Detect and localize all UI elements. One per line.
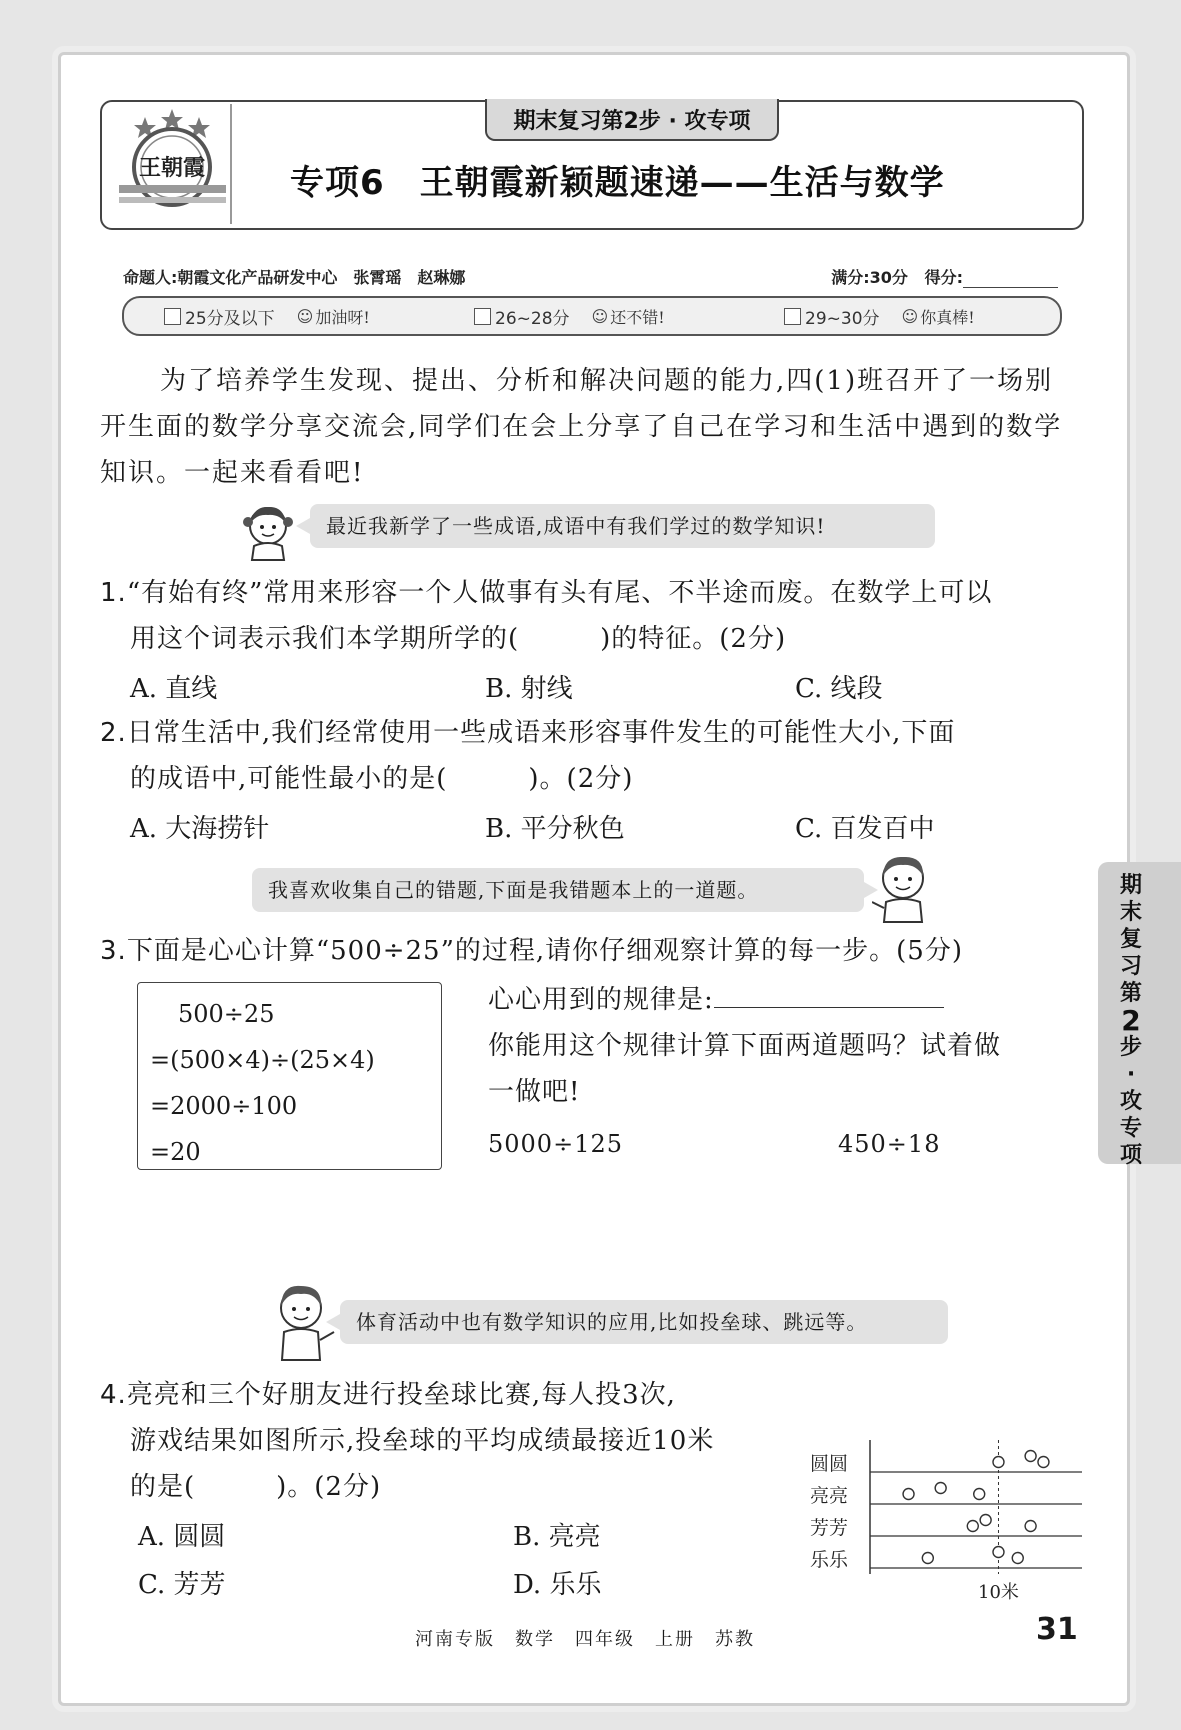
data-point	[980, 1515, 991, 1526]
rule-label: 心心用到的规律是:	[488, 985, 714, 1015]
option-c[interactable]: C. 百发百中	[795, 814, 935, 844]
rating-item	[124, 304, 434, 329]
option-a[interactable]: A. 圆圆	[138, 1522, 226, 1552]
question-3	[100, 928, 1085, 974]
reference-label: 10米	[978, 1582, 1019, 1603]
option-b[interactable]: B. 亮亮	[513, 1522, 601, 1552]
data-point	[1038, 1457, 1049, 1468]
boy-avatar-icon	[872, 852, 934, 924]
data-point	[1025, 1521, 1036, 1532]
rating-range: 26~28分	[495, 308, 570, 329]
category-label: 亮亮	[810, 1485, 849, 1507]
calc-line: =2000÷100	[150, 1092, 298, 1120]
option-a[interactable]: A. 大海捞针	[130, 814, 270, 844]
question-2-line2: 的成语中,可能性最小的是( )。(2分)	[130, 764, 634, 794]
face-icon: ☺	[296, 306, 314, 326]
exercise-1[interactable]: 5000÷125	[488, 1130, 623, 1158]
rule-answer-field[interactable]	[714, 987, 944, 1008]
intro-paragraph: 为了培养学生发现、提出、分析和解决问题的能力,四(1)班召开了一场别开生面的数学分享交流会,同学们在会上分享了自己在学习和生活中遇到的数学知识。一起来看看吧!	[100, 366, 1063, 488]
question-4-line2: 游戏结果如图所示,投垒球的平均成绩最接近10米	[130, 1426, 715, 1456]
score-area	[831, 265, 1058, 288]
step-tab: 期末复习第2步 · 攻专项	[485, 99, 779, 141]
speech-bubble-1: 最近我新学了一些成语,成语中有我们学过的数学知识!	[310, 504, 935, 548]
girl-avatar-icon	[240, 502, 296, 562]
rating-checkbox[interactable]	[164, 308, 181, 325]
data-point	[974, 1489, 985, 1500]
option-d[interactable]: D. 乐乐	[513, 1570, 602, 1600]
question-text: “有始有终”常用来形容一个人做事有头有尾、不半途而废。在数学上可以	[126, 578, 993, 608]
category-label: 圆圆	[810, 1453, 849, 1475]
option-b[interactable]: B. 平分秋色	[485, 814, 625, 844]
side-tab-label: 期 末 复 习 第 2 步 · 攻 专 项	[1119, 873, 1142, 1168]
calc-line: =20	[150, 1138, 201, 1166]
page-number: 31	[1036, 1612, 1078, 1647]
rule-prompt	[488, 977, 944, 1023]
score-label: 得分:	[924, 268, 963, 287]
data-point	[993, 1457, 1004, 1468]
question-1-line2: 用这个词表示我们本学期所学的( )的特征。(2分)	[130, 624, 787, 654]
rating-item	[744, 304, 1054, 329]
face-icon: ☺	[591, 306, 609, 326]
data-point	[967, 1521, 978, 1532]
rating-checkbox[interactable]	[784, 308, 801, 325]
face-icon: ☺	[901, 306, 919, 326]
score-field[interactable]	[963, 271, 1058, 288]
rating-range: 25分及以下	[185, 308, 275, 329]
data-point	[1025, 1451, 1036, 1462]
calc-line: 500÷25	[178, 1000, 275, 1028]
question-number: 2.	[100, 718, 127, 748]
q3-prompt-line1: 你能用这个规律计算下面两道题吗？试着做	[488, 1031, 1002, 1061]
logo-divider	[230, 104, 232, 224]
question-4-line3: 的是( )。(2分)	[130, 1472, 382, 1502]
speech-bubble-2: 我喜欢收集自己的错题,下面是我错题本上的一道题。	[252, 868, 864, 912]
footer: 河南专版 数学 四年级 上册 苏教	[415, 1629, 755, 1650]
question-text: 亮亮和三个好朋友进行投垒球比赛,每人投3次,	[126, 1380, 676, 1410]
page-title: 专项6 王朝霞新颖题速递——生活与数学	[290, 163, 945, 203]
rating-checkbox[interactable]	[474, 308, 491, 325]
rating-bar	[122, 296, 1062, 336]
category-label: 芳芳	[810, 1517, 849, 1539]
logo-text: 王朝霞	[138, 155, 206, 181]
question-1	[100, 570, 1085, 616]
option-c[interactable]: C. 线段	[795, 674, 883, 704]
data-point	[993, 1547, 1004, 1558]
data-point	[922, 1553, 933, 1564]
meta-line	[123, 265, 1058, 288]
throw-results-chart	[802, 1430, 1092, 1605]
category-label: 乐乐	[810, 1549, 849, 1571]
question-4	[100, 1372, 676, 1418]
exercise-2[interactable]: 450÷18	[838, 1130, 941, 1158]
rating-item	[434, 304, 744, 329]
option-a[interactable]: A. 直线	[130, 674, 218, 704]
rating-range: 29~30分	[805, 308, 880, 329]
question-number: 4.	[100, 1380, 127, 1410]
side-tab	[1098, 862, 1181, 1168]
question-text: 下面是心心计算“500÷25”的过程,请你仔细观察计算的每一步。(5分)	[126, 936, 963, 966]
authors: 命题人:朝霞文化产品研发中心 张霄瑶 赵琳娜	[123, 268, 466, 287]
question-2	[100, 710, 1085, 756]
question-text: 日常生活中,我们经常使用一些成语来形容事件发生的可能性大小,下面	[126, 718, 956, 748]
rating-note: 你真棒!	[920, 307, 975, 327]
question-number: 1.	[100, 578, 127, 608]
full-score: 满分:30分	[831, 268, 908, 287]
q3-prompt-line2: 一做吧!	[488, 1077, 581, 1107]
data-point	[903, 1489, 914, 1500]
publisher-logo	[115, 105, 230, 223]
rating-note: 还不错!	[610, 307, 665, 327]
question-number: 3.	[100, 936, 127, 966]
data-point	[1012, 1553, 1023, 1564]
data-point	[935, 1483, 946, 1494]
calculation-box	[137, 982, 442, 1170]
rating-note: 加油呀!	[315, 307, 370, 327]
option-b[interactable]: B. 射线	[485, 674, 573, 704]
option-c[interactable]: C. 芳芳	[138, 1570, 226, 1600]
calc-line: =(500×4)÷(25×4)	[150, 1046, 375, 1074]
speech-bubble-3: 体育活动中也有数学知识的应用,比如投垒球、跳远等。	[340, 1300, 948, 1344]
